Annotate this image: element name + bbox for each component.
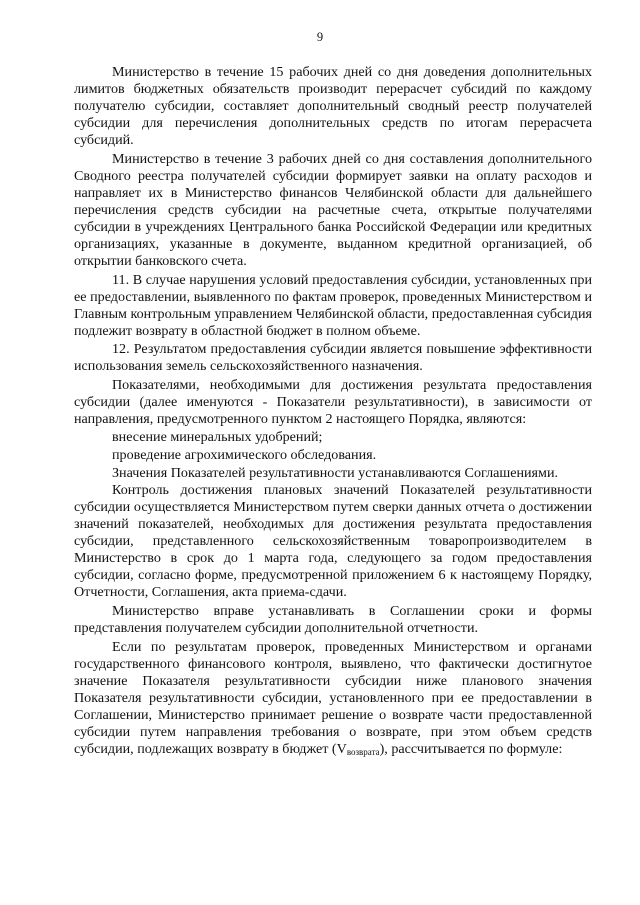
- paragraph-refund-formula: [74, 639, 592, 761]
- paragraph-indicators: Показателями, необходимыми для достижения результата предоставления субсидии (далее именуются - Показатели результативности), в зависимости от направления, предусмотренного пунктом 2 настоящего Порядка, являются:: [74, 376, 592, 427]
- paragraph-item-11: 11. В случае нарушения условий предоставления субсидии, установленных при ее предоставлении, выявленного по фактам проверок, проведенных Министерством и Главным контрольным управлением Челябинской области, предоставленная субсидия подлежит возврату в областной бюджет в полном объеме.: [74, 271, 592, 339]
- paragraph-indicator-values: Значения Показателей результативности устанавливаются Соглашениями.: [112, 465, 559, 482]
- list-item-fertilizers: внесение минеральных удобрений;: [112, 429, 323, 446]
- paragraph-control: Контроль достижения плановых значений Показателей результативности субсидии осуществляется Министерством путем сверки данных отчета о достижении значений показателей, необходимых для достижения результата предоставления субсидии, представленного сельскохозяйственным товаропроизводителем в Министерство в срок до 1 марта года, следующего за годом предоставления субсидии, согласно форме, предусмотренной приложением 6 к настоящему Порядку, Отчетности, Соглашения, акта приема-сдачи.: [74, 482, 592, 601]
- page-number: 9: [316, 30, 324, 44]
- paragraph-item-12: 12. Результатом предоставления субсидии является повышение эффективности использования земель сельскохозяйственного назначения.: [74, 341, 592, 375]
- paragraph-recalculation: Министерство в течение 15 рабочих дней со дня доведения дополнительных лимитов бюджетных обязательств производит перерасчет субсидий по каждому получателю субсидии, составляет дополнительный сводный реестр получателей субсидии для перечисления дополнительных средств по итогам перерасчета субсидий.: [74, 64, 592, 149]
- refund-text-tail: ), рассчитывается по формуле:: [379, 740, 563, 757]
- paragraph-payment-requests: Министерство в течение 3 рабочих дней со дня составления дополнительного Сводного реестра получателей субсидии формирует заявки на оплату расходов и направляет их в Министерство финансов Челябинской области для дальнейшего перечисления средств субсидии на расчетные счета, открытые получателями субсидии в учреждениях Центрального банка Российской Федерации или кредитных организациях, указанные в документе, выданном кредитной организацией, об открытии банковского счета.: [74, 150, 592, 270]
- refund-subscript: возврата: [346, 746, 380, 757]
- list-item-agrochemical-survey: проведение агрохимического обследования.: [112, 446, 377, 463]
- refund-text: Если по результатам проверок, проведенных Министерством и органами государственного финансового контроля, выявлено, что фактически достигнутое значение Показателя результативности субсидии ниже планового значения Показателя результативности субсидии, установленного при ее предоставлении в Соглашении, Министерство принимает решение о возврате части предоставленной субсидии путем направления требования о возврате, при этом объем средств субсидии, подлежащих возврату в бюджет (V: [74, 638, 592, 757]
- paragraph-additional-reporting: Министерство вправе устанавливать в Соглашении сроки и формы представления получателем субсидии дополнительной отчетности.: [74, 602, 592, 636]
- document-body: [74, 64, 592, 761]
